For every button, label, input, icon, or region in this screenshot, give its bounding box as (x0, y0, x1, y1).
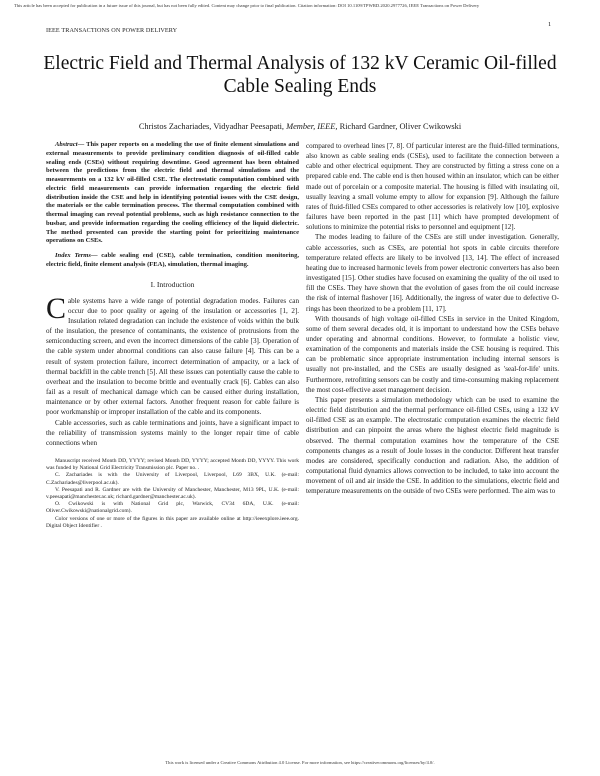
authors-rest: Richard Gardner, Oliver Cwikowski (337, 122, 462, 131)
footnote-color-versions: Color versions of one or more of the figures in this paper are available online at http://ieeexplore.ieee.org. Digital Object Identifier . (46, 515, 299, 529)
footnote-cwikowski: O. Cwikowski is with National Grid plc, Warwick, CV34 6DA, U.K. (e-mail: Oliver.Cwikowski@nationalgrid.com). (46, 501, 299, 515)
intro-paragraph-1 (46, 291, 299, 418)
right-paragraph-1: compared to overhead lines [7, 8]. Of particular interest are the fluid-filled terminations, also known as cable sealing ends (CSEs), used to facilitate the connection between a cable and other electrical equipment. They are constructed by fitting a stress cone on a prepared cable end. The cable end is then housed within an insulator, which can be either made out of porcelain or a composite material. The housing is filled with insulating oil, usually leaving a small volume empty to allow for expansion [9]. Although the failure rates of fluid-filled CSEs compared to other accessories is relatively low [10], explosive failures have been reported in the past [11] which have prompted development of solutions to minimize the potential risks to personnel and equipment [12]. (306, 142, 559, 232)
author-line (40, 122, 560, 131)
journal-name: IEEE TRANSACTIONS ON POWER DELIVERY (46, 27, 178, 34)
right-column (306, 141, 559, 496)
footnotes (46, 458, 299, 530)
index-terms-label: Index Terms (55, 252, 91, 259)
authors-main: Christos Zachariades, Vidyadhar Peesapati, (138, 122, 287, 131)
left-column (46, 141, 299, 530)
intro-paragraph-2: Cable accessories, such as cable terminations and joints, have a significant impact to the reliability of transmission systems mainly to the longer repair time of cable connections when (46, 418, 299, 447)
right-paragraph-2: The modes leading to failure of the CSEs are still under investigation. Generally, cable accessories, such as CSEs, are potential hot spots in cable circuits therefore temperature related effects are likely to be involved [13, 14]. The effect of increased heating due to increased harmonic levels from power electronic converters has also been investigated [15]. Other studies have focused on examining the quality of the oil used to fill the CSEs. They have shown that the evolution of gases from the oil could increase the risk of internal flashover [16]. Additionally, the ingress of water due to defective O-rings has been theorized to be a problem [11, 17]. (306, 233, 559, 313)
abstract (46, 141, 299, 246)
authors-member: Member, IEEE, (286, 122, 338, 131)
right-paragraph-4: This paper presents a simulation methodology which can be used to examine the electric field distribution and the thermal performance oil-filled CSEs, using a 132 kV oil-filled CSE as an example. The electrostatic computation examines the electric field distribution and can pinpoint the areas where the highest electric field magnitude is observed. The thermal computation examines how the temperature of the CSE components changes as a result of Joule losses in the conductor. Different heat transfer modes are considered, specifically conduction and radiation. Also, the addition of computational fluid dynamics allows convection to be included, to take into account the movement of oil and air inside the CSE. In addition to the simulations, electric field and temperature measurements on the outside of two CSEs were performed. The aim was to (306, 395, 559, 496)
section-heading: I. Introduction (150, 279, 195, 289)
page-number: 1 (548, 21, 552, 28)
right-paragraph-3: With thousands of high voltage oil-filled CSEs in service in the United Kingdom, some of them several decades old, it is important to understand how the CSEs behave under operating and abnormal conditions. However, to formulate a holistic view, examination of the components and materials inside the CSE housing is required. This can be problematic since appropriate instrumentation including internal sensors is usually not pre-installed, and the CSEs are usually designed as 'seal-for-life' units. Furthermore, retrofitting sensors can be costly and time-consuming making replacement the most cost-effective asset management decision. (306, 314, 559, 394)
drop-cap: C (46, 291, 67, 325)
license-notice: This work is licensed under a Creative Commons Attribution 4.0 License. For more information, see https://creativecommons.org/licenses/by/4.0/. (165, 760, 435, 765)
index-terms-text: — cable sealing end (CSE), cable termination, condition monitoring, electric field, finite element analysis (FEA), simulation, thermal imaging. (46, 252, 299, 268)
footnote-zachariades: C. Zachariades is with the University of Liverpool, Liverpool, L69 3BX, U.K. (e-mail: C.Zachariades@liverpool.ac.uk). (46, 472, 299, 486)
index-terms (46, 252, 299, 270)
paper-title: Electric Field and Thermal Analysis of 132 kV Ceramic Oil-filled Cable Sealing Ends (43, 53, 557, 97)
publication-banner: This article has been accepted for publication in a future issue of this journal, but has not been fully edited. Content may change prior to final publication. Citation information: DOI 10.1109/TPWRD.2020.2977726, IEEE Transactions on Power Delivery (14, 3, 480, 8)
abstract-text: — This paper reports on a modeling the use of finite element simulations and external measurements to provide preliminary condition diagnosis of oil-filled cable sealing ends (CSEs) without requiring downtime. Good agreement has been obtained between the predictions from the electric field and thermal simulations and the measurements on a 132 kV oil-filled CSE. The electrostatic computation combined with electric field measurements can provide information regarding the electric field distribution inside the CSE and help in identifying potential issues with the CSE design, the materials or the cable termination process. The thermal computation combined with thermal imaging can reveal potential problems, such as high resistance connection to the busbar, and provide information regarding the cooling efficiency of the liquid dielectric. The method presented can provide the starting point for prioritizing maintenance operations on CSEs. (46, 141, 299, 245)
footnote-peesapati-gardner: V. Peesapati and R. Gardner are with the University of Manchester, Manchester, M13 9PL, U.K. (e-mail: v.peesapati@manchester.ac.uk; richard.gardner@manchester.ac.uk). (46, 486, 299, 501)
intro-paragraph-1-text: able systems have a wide range of potential degradation modes. Failures can occur due to poor quality or ageing of the insulation or accessories [1, 2]. Insulation related degradation can include the existence of voids within the bulk of the insulation, the presence of contaminants, the existence of protrusions from the semiconducting screen, and even the incorrect dimensions of the cable [3]. Operation of the cable system under abnormal conditions can also cause failure [4]. This can be a result of system protection failure, incorrect determination of ampacity, or a lack of thermal backfill in the cable trench [5]. All these issues can potentially cause the cable to overheat and the insulation to become brittle and eventually crack [6]. Cables can also fail as a result of mechanical damage which can be caused either during installation, maintenance or by other external factors. Another frequent reason for cable failure is poor workmanship or improper installation of the cable and its components. (46, 296, 299, 417)
abstract-label: Abstract (55, 141, 78, 148)
footnote-manuscript: Manuscript received Month DD, YYYY; revised Month DD, YYYY; accepted Month DD, YYYY. This work was funded by National Grid Electricity Transmission plc. Paper no. . (46, 458, 299, 472)
